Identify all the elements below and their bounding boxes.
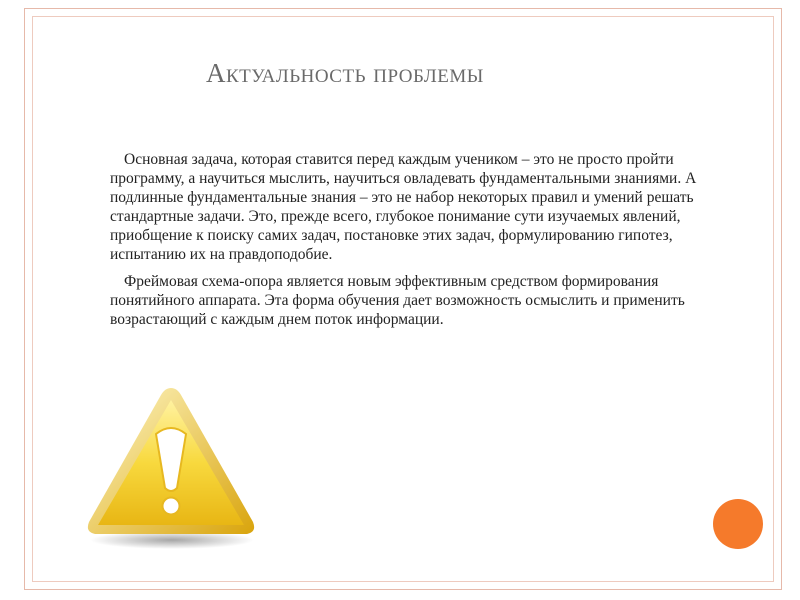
paragraph-2: Фреймовая схема-опора является новым эффективным средством формирования понятийного аппарата. Эта форма обучения дает возможность осмыслить и применить возрастающий с каждым днем поток информации. (110, 273, 685, 328)
paragraph-1: Основная задача, которая ставится перед каждым учеником – это не просто пройти программу, а научиться мыслить, научиться овладевать фундаментальными знаниями. А подлинные фундаментальные знания – это не набор некоторых правил и умений решать стандартные задачи. Это, прежде всего, глубокое понимание сути изучаемых явлений, приобщение к поиску самих задач, постановке этих задач, формулированию гипотез, испытанию их на правдоподобие. (110, 151, 697, 263)
warning-triangle-icon (82, 382, 260, 550)
slide-title: Актуальность проблемы (206, 58, 484, 88)
orange-circle-icon (713, 499, 763, 549)
slide-body (110, 150, 710, 337)
